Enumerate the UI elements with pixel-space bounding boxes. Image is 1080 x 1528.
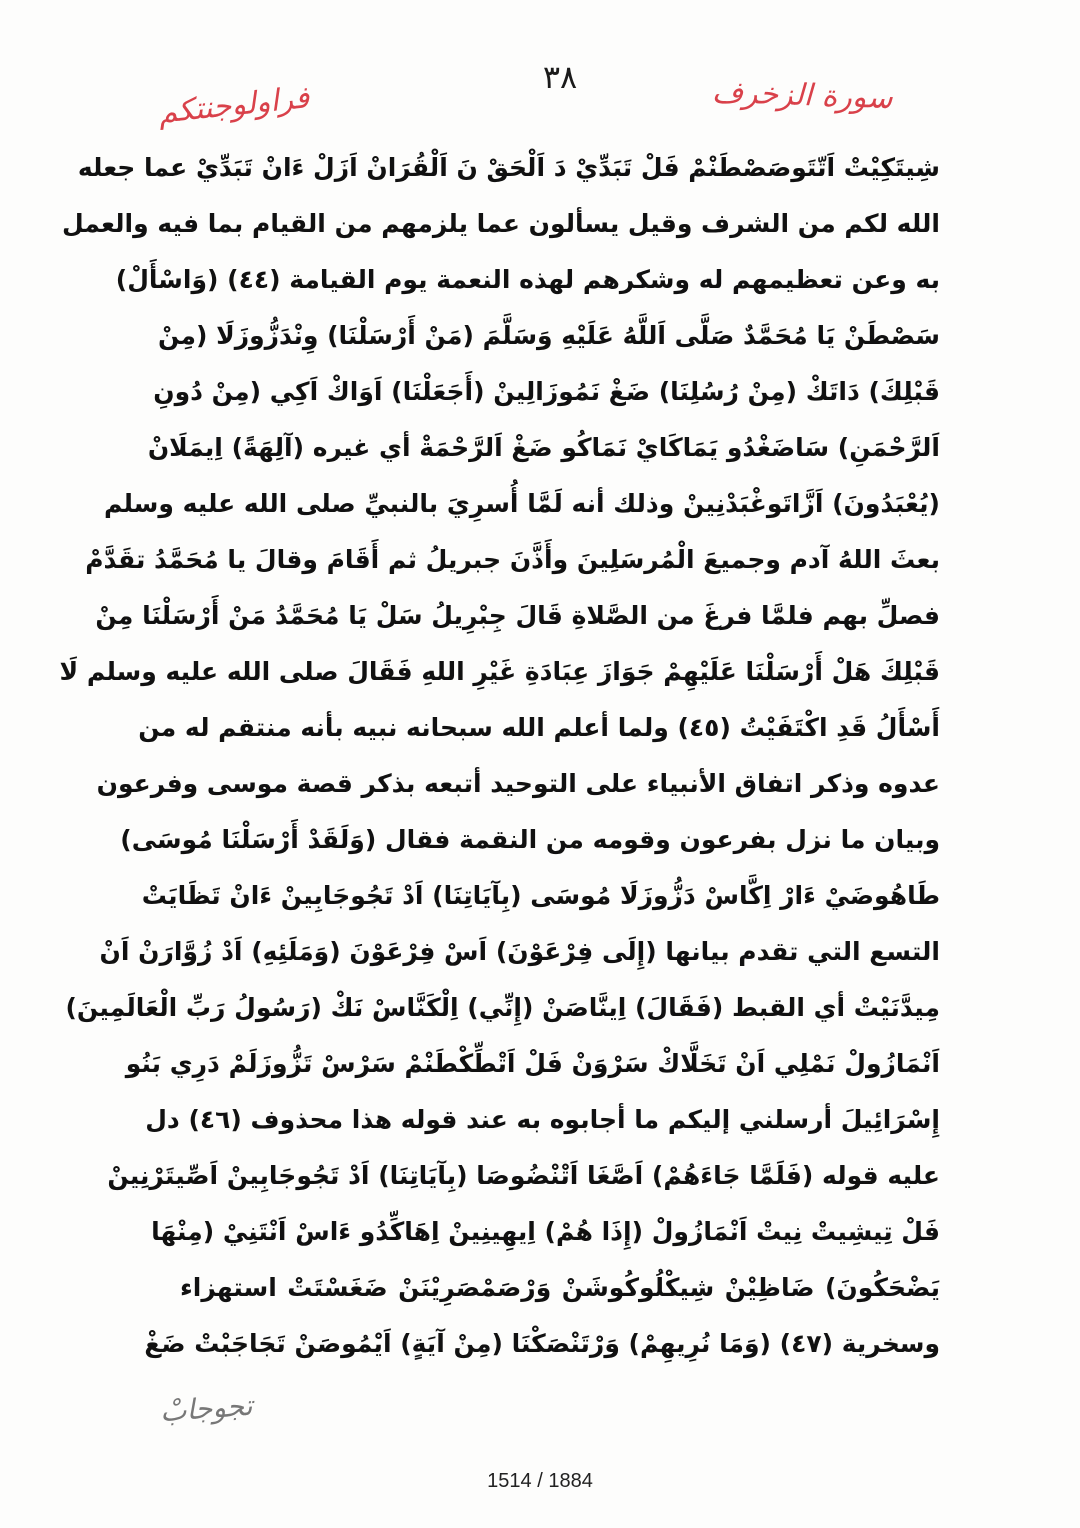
text-line: يَضْحَكُونَ) ضَاظِيْنْ شِيكْلُوكُوشَنْ وَرْصَمْصَرِيْنَنْ ضَغَسْتَتْ استهزاء [180,1273,940,1302]
catchword-note: تجوجابْ [158,1388,254,1429]
text-line: الله لكم من الشرف وقيل يسألون عما يلزمهم من القيام بما فيه والعمل [61,209,940,238]
page-counter: 1514 / 1884 [487,1470,593,1492]
text-line: بعثَ اللهُ آدم وجميعَ الْمُرسَلِينَ وأَذَّنَ جبريلُ ثم أَقَامَ وقالَ يا مُحَمَّدُ تقَدَّمْ [85,545,940,574]
text-line: إِسْرَائِيلَ أرسلني إليكم ما أجابوه به عند قوله هذا محذوف (٤٦) دل [145,1105,940,1134]
text-line: قَبْلِكَ هَلْ أَرْسَلْنَا عَلَيْهِمْ جَوَازَ عِبَادَةِ غَيْرِ اللهِ فَقَالَ صلى الله عليه وسلم لَا [59,657,940,686]
text-line: شِيتَكِيْتْ اَتّتَوصَصْطَنْمْ فَلْ تَبَدِّيْ دَ اَلْحَقْ نَ اَلْقُرَانْ اَزَلْ ءَانْ تَبَدِّيْ عما جعله [77,153,940,182]
text-line: وبيان ما نزل بفرعون وقومه من النقمة فقال (وَلَقَدْ أَرْسَلْنَا مُوسَى) [120,825,940,854]
handwritten-surah-title: سورة الزخرف [711,74,894,117]
text-line: أَسْأَلُ قَدِ اكْتَفَيْتُ (٤٥) ولما أعلم الله سبحانه نبيه بأنه منتقم له من [138,713,940,742]
text-line: قَبْلِكَ) دَاتَكْ (مِنْ رُسُلِنَا) ضَغْ نَمُوزَالِينْ (أَجَعَلْنَا) اَوَاكْ اَكِي (مِنْ دُونِ [153,377,940,406]
text-line: وسخرية (٤٧) (وَمَا نُرِيهِمْ) وَرْتَنْصَكْنَا (مِنْ آيَةٍ) اَيْمُوصَنْ تَجَاجَبْتْ ضَغْ [144,1329,940,1358]
text-line: مِيدَّنَيْتْ أي القبط (فَقَالَ) اِينَّاصَنْ (إِنِّي) اِلْكَنَّاسْ نَكْ (رَسُولُ رَبِّ الْعَالَمِينَ) [65,993,940,1022]
text-line: (يُعْبَدُونَ) اَزَّاتَوغْبَدْنِينْ وذلك أنه لَمَّا أُسرِيَ بالنبيِّ صلى الله عليه وسلم [103,489,940,518]
text-line: اَلرَّحْمَنِ) سَاضَغْدُو يَمَاكَايْ نَمَاكُو ضَغْ اَلرَّحْمَةْ أي غيره (آلِهَةً) اِيمَلَانْ [147,433,940,462]
text-line: سَصْطَنْ يَا مُحَمَّدٌ صَلَّى اَللَّهُ عَلَيْهِ وَسَلَّمَ (مَنْ أَرْسَلْنَا) وِنْدَزُّوزَلَا (مِنْ [157,321,940,350]
page-number: ٣٨ [542,58,578,96]
text-line: اَنْمَازُولْ نَمْلِي اَنْ تَخَلَّاكْ سَرْوَنْ فَلْ اَتْطِّكْطَنْمْ سَرْسْ تَزُّوزَلَمْ دَرِي بَنُو [125,1049,940,1078]
text-line: فصلِّ بهم فلمَّا فرغَ من الصَّلاةِ قَالَ جِبْرِيلُ سَلْ يَا مُحَمَّدُ مَنْ أَرْسَلْنَا مِنْ [95,601,940,630]
handwritten-note-left: فراولوجنتكم [156,80,311,131]
text-line: فَلْ تِيشِيتْ نِيتْ اَنْمَازُولْ (إِذَا هُمْ) اِيهِينِينْ اِهَاكِّدُو ءَاسْ اَنْتَنِيْ (مِنْهَا [151,1217,940,1246]
body-text [59,140,940,1372]
text-line: عدوه وذكر اتفاق الأنبياء على التوحيد أتبعه بذكر قصة موسى وفرعون [96,769,940,798]
text-line: طَاهُوضَيْ ءَارْ اِكَّاسْ دَزُّوزَلَا مُوسَى (بِآيَاتِنَا) اَدْ تَجُوجَابِينْ ءَانْ تَظَايَتْ [141,881,940,910]
text-line: عليه قوله (فَلَمَّا جَاءَهُمْ) اَصَّغَا اَتْنْضُوصَا (بِآيَاتِنَا) اَدْ تَجُوجَابِينْ اَصِّيتَرْنِينْ [107,1161,940,1190]
text-line: التسع التي تقدم بيانها (إِلَى فِرْعَوْنَ) اَسْ فِرْعَوْنَ (وَمَلَئِهِ) اَدْ زُوَّارَنْ اَنْ [99,937,940,966]
text-line: به وعن تعظيمهم له وشكرهم لهذه النعمة يوم القيامة (٤٤) (وَاسْأَلْ) [115,265,940,294]
